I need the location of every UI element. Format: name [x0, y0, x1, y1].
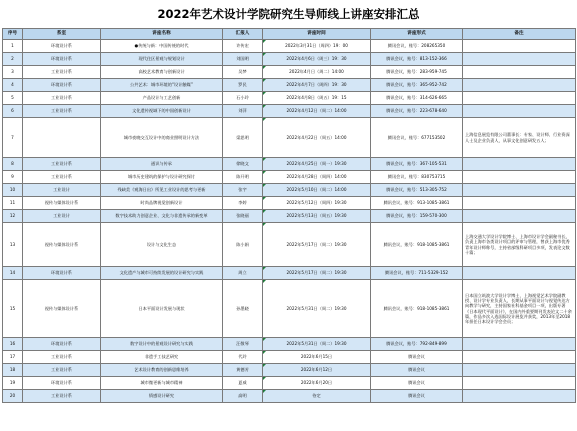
cell-format[interactable]: 腾讯会议，账号：677153502	[371, 118, 463, 158]
cell-note[interactable]	[463, 364, 576, 377]
cell-time[interactable]: 待定	[263, 390, 371, 403]
cell-no[interactable]: 8	[3, 158, 23, 171]
table-row	[3, 390, 576, 403]
cell-time[interactable]: 2022年5月13日（周五）19:30	[263, 210, 371, 223]
cell-format[interactable]: 腾讯会议，账号：913-1085-3861	[371, 197, 463, 210]
table-row	[3, 105, 576, 118]
cell-topic[interactable]: 设计与文化生态	[101, 223, 223, 267]
cell-speaker[interactable]: 高明	[223, 390, 263, 403]
cell-time[interactable]: 2022年5月17日（周二）19:30	[263, 223, 371, 267]
lecture-schedule-table	[2, 28, 576, 403]
table-row	[3, 267, 576, 280]
cell-note[interactable]	[463, 105, 576, 118]
cell-speaker[interactable]: 徐晓文	[223, 158, 263, 171]
cell-note[interactable]	[463, 351, 576, 364]
cell-no[interactable]: 9	[3, 171, 23, 184]
cell-note[interactable]	[463, 197, 576, 210]
cell-note[interactable]: 上海交通大学设计学院博士、上海市设计学会副秘书长，负责上海市各类设计项目的评审与管理，曾获上海市优秀青年设计师称号，主持省部级科研项目多项，发表论文数十篇；	[463, 223, 576, 267]
cell-time[interactable]: 2022年4月8日（周五）19：15	[263, 92, 371, 105]
table-row	[3, 223, 576, 267]
cell-speaker[interactable]: 吴梦	[223, 66, 263, 79]
cell-time[interactable]: 2022年5月31日（周二）19:30	[263, 338, 371, 351]
cell-speaker[interactable]: 石小玲	[223, 92, 263, 105]
table-row	[3, 118, 576, 158]
cell-format[interactable]: 腾讯会议，账号：918-1085-3861	[371, 223, 463, 267]
cell-format[interactable]: 腾讯会议，账号：208265350	[371, 40, 463, 53]
cell-dept[interactable]: 工业设计系	[23, 66, 101, 79]
cell-dept[interactable]: 环境设计系	[23, 377, 101, 390]
table-row	[3, 53, 576, 66]
cell-topic[interactable]: 公共艺术：城市环境的“设计触媒”	[101, 79, 223, 92]
cell-time[interactable]: 2022年4月12日（周二）14:00	[263, 105, 371, 118]
cell-time[interactable]: 2022年6月20日	[263, 377, 371, 390]
cell-speaker[interactable]: 梁思明	[223, 118, 263, 158]
table-row	[3, 66, 576, 79]
table-row	[3, 197, 576, 210]
col-header-topic[interactable]: 讲座名称	[101, 29, 223, 40]
cell-no[interactable]: 16	[3, 338, 23, 351]
cell-format[interactable]: 腾讯会议，账号：223-678-640	[371, 105, 463, 118]
table-row	[3, 184, 576, 197]
cell-format[interactable]: 腾讯会议，账号：830753715	[371, 171, 463, 184]
cell-note[interactable]	[463, 184, 576, 197]
cell-speaker[interactable]: 周立	[223, 267, 263, 280]
cell-dept[interactable]: 视传与媒体设计系	[23, 280, 101, 338]
cell-format[interactable]: 腾讯会议	[371, 377, 463, 390]
cell-topic[interactable]: ●传统与新：中国传统的时代	[101, 40, 223, 53]
cell-topic[interactable]: 非遗手工技艺研究	[101, 351, 223, 364]
cell-no[interactable]: 1	[3, 40, 23, 53]
cell-topic[interactable]: 情感设计研究	[101, 390, 223, 403]
cell-time[interactable]: 2022年4月6日（周三）19：30	[263, 53, 371, 66]
cell-speaker[interactable]: 黄德芳	[223, 364, 263, 377]
table-row	[3, 338, 576, 351]
cell-topic[interactable]: 文化遗传视域下的中国创新设计	[101, 105, 223, 118]
col-header-speaker[interactable]: 汇报人	[223, 29, 263, 40]
cell-dept[interactable]: 工业设计	[23, 184, 101, 197]
cell-dept[interactable]: 工业设计系	[23, 171, 101, 184]
cell-note[interactable]	[463, 40, 576, 53]
table-row	[3, 171, 576, 184]
cell-format[interactable]: 腾讯会议，账号：513-305-752	[371, 184, 463, 197]
cell-format[interactable]: 腾讯会议，账号：792-849-899	[371, 338, 463, 351]
cell-speaker[interactable]: 张晓丽	[223, 210, 263, 223]
cell-format[interactable]: 腾讯会议，账号：813-152-366	[371, 53, 463, 66]
cell-note[interactable]	[463, 210, 576, 223]
cell-time[interactable]: 2022年5月12日（周四）19:30	[263, 197, 371, 210]
cell-speaker[interactable]: 夏威	[223, 377, 263, 390]
cell-dept[interactable]: 视传与媒体设计系	[23, 197, 101, 210]
cell-time[interactable]: 2022年6月12日	[263, 364, 371, 377]
cell-topic[interactable]: 城市微更新与城市精神	[101, 377, 223, 390]
cell-dept[interactable]: 环境设计系	[23, 40, 101, 53]
cell-format[interactable]: 腾讯会议，账号：711-5329-152	[371, 267, 463, 280]
cell-dept[interactable]	[23, 118, 101, 158]
col-header-format[interactable]: 讲座形式	[371, 29, 463, 40]
cell-dept[interactable]: 环境设计系	[23, 338, 101, 351]
cell-note[interactable]	[463, 158, 576, 171]
cell-time[interactable]: 2022年4月22日（周五）14:00	[263, 118, 371, 158]
cell-no[interactable]: 14	[3, 267, 23, 280]
cell-note[interactable]	[463, 79, 576, 92]
cell-speaker[interactable]: 张宇	[223, 184, 263, 197]
header-row	[3, 29, 576, 40]
cell-time[interactable]: 2022年4月28日（周四）14:00	[263, 171, 371, 184]
cell-dept[interactable]: 环境设计系	[23, 79, 101, 92]
cell-note[interactable]: 上海信息展览有限公司董事长：专家、设计师、行业资深人士及企业负责人，从事文化创意研发五人；	[463, 118, 576, 158]
col-header-time[interactable]: 讲座时间	[263, 29, 371, 40]
table-row	[3, 280, 576, 338]
cell-topic[interactable]: 城市夜晚交互设计中的商业照明设计方法	[101, 118, 223, 158]
cell-no[interactable]: 17	[3, 351, 23, 364]
cell-topic[interactable]: 文化遗产与城市可持续发展的设计研究与实践	[101, 267, 223, 280]
cell-dept[interactable]: 工业设计系	[23, 105, 101, 118]
table-row	[3, 377, 576, 390]
cell-no[interactable]: 7	[3, 118, 23, 158]
cell-topic[interactable]: 城市历史建筑的保护与设计研究探讨	[101, 171, 223, 184]
col-header-dept[interactable]: 系室	[23, 29, 101, 40]
cell-dept[interactable]: 视传与媒体设计系	[23, 223, 101, 267]
cell-no[interactable]: 6	[3, 105, 23, 118]
cell-dept[interactable]: 工业设计系	[23, 351, 101, 364]
cell-time[interactable]: 2022年3月31日（周四）19：00	[263, 40, 371, 53]
cell-topic[interactable]: 现代住区景观与规划设计	[101, 53, 223, 66]
cell-topic[interactable]: 通识与传承	[101, 158, 223, 171]
cell-topic[interactable]: 数字技术助力创意企业、文化与非遗传承的新变革	[101, 210, 223, 223]
cell-speaker[interactable]: 李婷	[223, 197, 263, 210]
cell-topic[interactable]: 产品设计与工艺创新	[101, 92, 223, 105]
cell-time[interactable]: 2022年6月15日	[263, 351, 371, 364]
table-row	[3, 79, 576, 92]
cell-time[interactable]: 2022年4月25日（周一）19:30	[263, 158, 371, 171]
cell-time[interactable]: 2022年5月10日（周二）14:00	[263, 184, 371, 197]
cell-speaker[interactable]: 许传宏	[223, 40, 263, 53]
table-row	[3, 351, 576, 364]
table-row	[3, 92, 576, 105]
cell-note[interactable]	[463, 92, 576, 105]
cell-note[interactable]	[463, 53, 576, 66]
cell-note[interactable]	[463, 390, 576, 403]
table-row	[3, 364, 576, 377]
cell-format[interactable]: 腾讯会议，账号：283-959-745	[371, 66, 463, 79]
cell-topic[interactable]: 时尚品牌视觉创新设计	[101, 197, 223, 210]
col-header-no[interactable]: 序号	[3, 29, 23, 40]
cell-topic[interactable]: 艺术设计教育的创新思维培养	[101, 364, 223, 377]
cell-note[interactable]: 日本国立筑波大学设计学博士，上海视觉艺术学院副教授、设计学专业负责人，长期从事平面设计与视觉传达方向教学与研究，主持国家社科基金项目一项，出版专著《日本现代平面设计》，在国内外重要期刊发表论文二十余篇，作品多次入选国际设计展览并获奖，2013年至2018年担任日本设计学会会员；	[463, 280, 576, 338]
cell-format[interactable]: 腾讯会议，账号：367-105-531	[371, 158, 463, 171]
table-row	[3, 158, 576, 171]
col-header-note[interactable]: 备注	[463, 29, 576, 40]
cell-speaker[interactable]: 孙墨晓	[223, 280, 263, 338]
cell-no[interactable]: 4	[3, 79, 23, 92]
cell-speaker[interactable]: 刘国明	[223, 53, 263, 66]
cell-time[interactable]: 2022年4月7日（周四）19：30	[263, 79, 371, 92]
page-title: 2022年艺术设计学院研究生导师线上讲座安排汇总	[157, 7, 420, 21]
cell-topic[interactable]: 高校艺术教育与创新设计	[101, 66, 223, 79]
cell-speaker[interactable]: 陈开明	[223, 171, 263, 184]
cell-time[interactable]: 2022年4月日（周二）14:00	[263, 66, 371, 79]
cell-dept[interactable]: 环境设计系	[23, 267, 101, 280]
cell-no[interactable]: 10	[3, 184, 23, 197]
cell-speaker[interactable]: 陈小娟	[223, 223, 263, 267]
cell-format[interactable]: 腾讯会议，账号：159-570-300	[371, 210, 463, 223]
cell-no[interactable]: 12	[3, 210, 23, 223]
cell-no[interactable]: 11	[3, 197, 23, 210]
cell-speaker[interactable]: 刘萍	[223, 105, 263, 118]
cell-note[interactable]	[463, 338, 576, 351]
cell-note[interactable]	[463, 377, 576, 390]
cell-format[interactable]: 腾讯会议，账号：918-1085-3861	[371, 280, 463, 338]
cell-dept[interactable]: 工业设计	[23, 210, 101, 223]
cell-no[interactable]: 20	[3, 390, 23, 403]
cell-format[interactable]: 腾讯会议	[371, 351, 463, 364]
cell-format[interactable]: 腾讯会议，账号：365-952-742	[371, 79, 463, 92]
cell-no[interactable]: 2	[3, 53, 23, 66]
cell-no[interactable]: 18	[3, 364, 23, 377]
cell-time[interactable]: 2022年5月31日（周二）19:30	[263, 280, 371, 338]
cell-dept[interactable]: 工业设计系	[23, 390, 101, 403]
cell-speaker[interactable]: 罗民	[223, 79, 263, 92]
cell-topic[interactable]: 日本平面设计发展与现状	[101, 280, 223, 338]
cell-no[interactable]: 5	[3, 92, 23, 105]
table-row	[3, 40, 576, 53]
cell-format[interactable]: 腾讯会议	[371, 364, 463, 377]
cell-speaker[interactable]: 代玲	[223, 351, 263, 364]
cell-no[interactable]: 3	[3, 66, 23, 79]
cell-topic[interactable]: 数字设计中的景观设计研究与实践	[101, 338, 223, 351]
cell-note[interactable]	[463, 267, 576, 280]
cell-dept[interactable]: 环境设计系	[23, 53, 101, 66]
cell-format[interactable]: 腾讯会议，账号：314-626-665	[371, 92, 463, 105]
cell-dept[interactable]: 工业设计系	[23, 158, 101, 171]
cell-topic[interactable]: 残缺美《观海日出》所见工业设计的思考与更新	[101, 184, 223, 197]
cell-time[interactable]: 2022年5月17日（周二）19:30	[263, 267, 371, 280]
cell-no[interactable]: 19	[3, 377, 23, 390]
cell-note[interactable]	[463, 66, 576, 79]
cell-no[interactable]: 15	[3, 280, 23, 338]
table-row	[3, 210, 576, 223]
cell-dept[interactable]: 工业设计系	[23, 364, 101, 377]
cell-format[interactable]: 腾讯会议	[371, 390, 463, 403]
cell-note[interactable]	[463, 171, 576, 184]
cell-speaker[interactable]: 汪敬琴	[223, 338, 263, 351]
cell-no[interactable]: 13	[3, 223, 23, 267]
cell-dept[interactable]: 工业设计系	[23, 92, 101, 105]
